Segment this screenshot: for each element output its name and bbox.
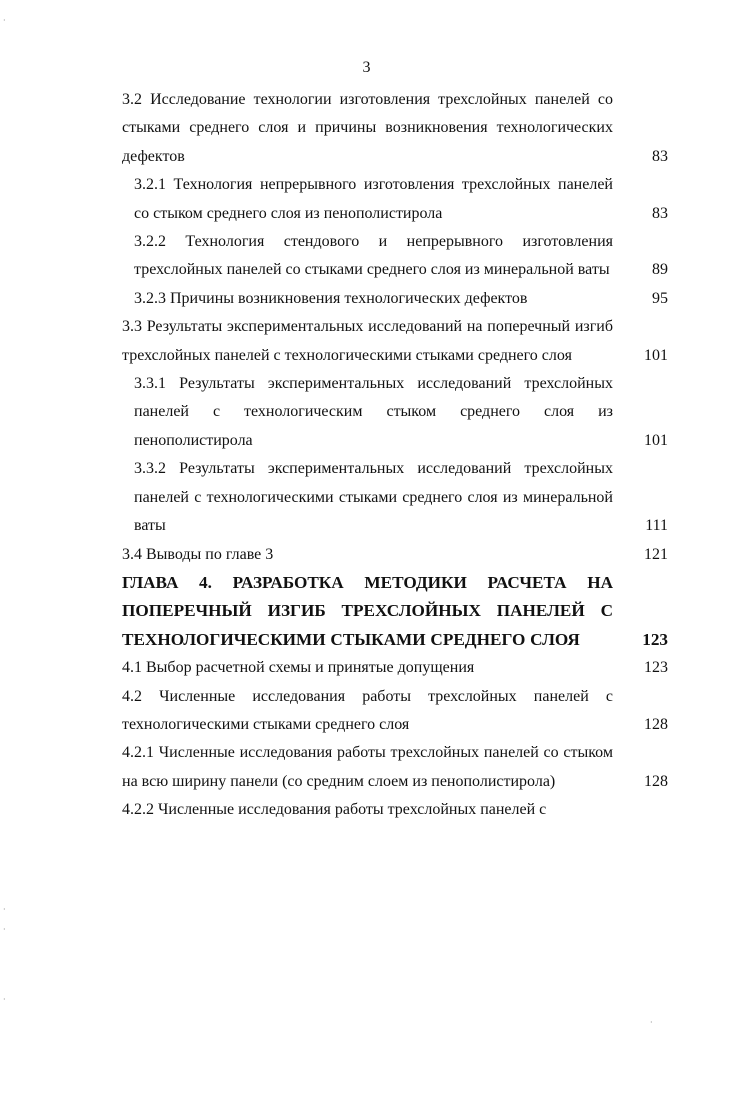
toc-entry-3-2-2	[122, 228, 668, 285]
toc-entry-page: 121	[644, 545, 668, 563]
toc-entry-3-2-1	[122, 171, 668, 228]
toc-entry-page: 128	[644, 772, 668, 790]
toc-entry-3-4	[122, 541, 668, 569]
toc-entry-page: 89	[652, 261, 668, 279]
toc-entry-page: 111	[645, 517, 668, 535]
toc-entry-title: 3.2 Исследование технологии изготовления трехслойных панелей со стыками среднего слоя и причины возникновения технологических дефектов	[122, 91, 613, 165]
toc-entry-title: 4.2.1 Численные исследования работы трехслойных панелей со стыком на всю ширину панели (со средним слоем из пенополистирола)	[122, 744, 613, 790]
scan-speck: ·	[3, 905, 6, 914]
toc-entry-3-2	[122, 86, 668, 171]
toc-entry-3-2-3	[122, 285, 668, 313]
toc-entry-page: 123	[642, 629, 668, 649]
scan-speck: ·	[650, 1018, 653, 1027]
table-of-contents	[122, 86, 668, 825]
toc-entry-title: 3.4 Выводы по главе 3	[122, 545, 274, 563]
toc-entry-title: 3.2.2 Технология стендового и непрерывного изготовления трехслойных панелей со стыками среднего слоя из минеральной ваты	[134, 233, 613, 279]
toc-entry-title: 4.2 Численные исследования работы трехслойных панелей с технологическими стыками среднего слоя	[122, 687, 613, 733]
toc-chapter-title: ГЛАВА 4. РАЗРАБОТКА МЕТОДИКИ РАСЧЕТА НА ПОПЕРЕЧНЫЙ ИЗГИБ ТРЕХСЛОЙНЫХ ПАНЕЛЕЙ С ТЕХНОЛОГИЧЕСКИМИ СТЫКАМИ СРЕДНЕГО СЛОЯ	[122, 572, 613, 649]
toc-entry-page: 83	[652, 147, 668, 165]
page-number: 3	[362, 59, 371, 76]
scan-speck: ·	[3, 995, 6, 1004]
toc-entry-title: 3.3.1 Результаты экспериментальных исследований трехслойных панелей с технологическим стыком среднего слоя из пенополистирола	[134, 375, 613, 449]
toc-entry-page: 101	[644, 431, 668, 449]
toc-entry-title: 3.3.2 Результаты экспериментальных исследований трехслойных панелей с технологическими стыками среднего слоя из минеральной ваты	[134, 460, 613, 535]
toc-entry-4-2-2	[122, 796, 668, 824]
toc-entry-4-2	[122, 683, 668, 740]
scan-speck: ·	[3, 16, 6, 25]
toc-entry-title: 3.3 Результаты экспериментальных исследований на поперечный изгиб трехслойных панелей с технологическими стыками среднего слоя	[122, 318, 613, 364]
toc-chapter-4	[122, 569, 668, 654]
toc-entry-3-3-2	[122, 455, 668, 540]
toc-entry-page: 83	[652, 204, 668, 222]
toc-entry-title: 4.2.2 Численные исследования работы трехслойных панелей с	[122, 801, 547, 819]
toc-entry-page: 123	[644, 659, 668, 677]
scan-speck: ·	[3, 925, 6, 934]
toc-entry-title: 3.2.3 Причины возникновения технологических дефектов	[134, 289, 528, 307]
toc-entry-4-2-1	[122, 739, 668, 796]
toc-entry-4-1	[122, 654, 668, 682]
toc-entry-page: 95	[652, 289, 668, 307]
toc-entry-3-3	[122, 313, 668, 370]
toc-entry-page: 128	[644, 715, 668, 733]
toc-entry-title: 3.2.1 Технология непрерывного изготовления трехслойных панелей со стыком среднего слоя из пенополистирола	[134, 176, 613, 222]
toc-entry-page: 101	[644, 346, 668, 364]
toc-entry-title: 4.1 Выбор расчетной схемы и принятые допущения	[122, 659, 475, 677]
toc-entry-3-3-1	[122, 370, 668, 455]
